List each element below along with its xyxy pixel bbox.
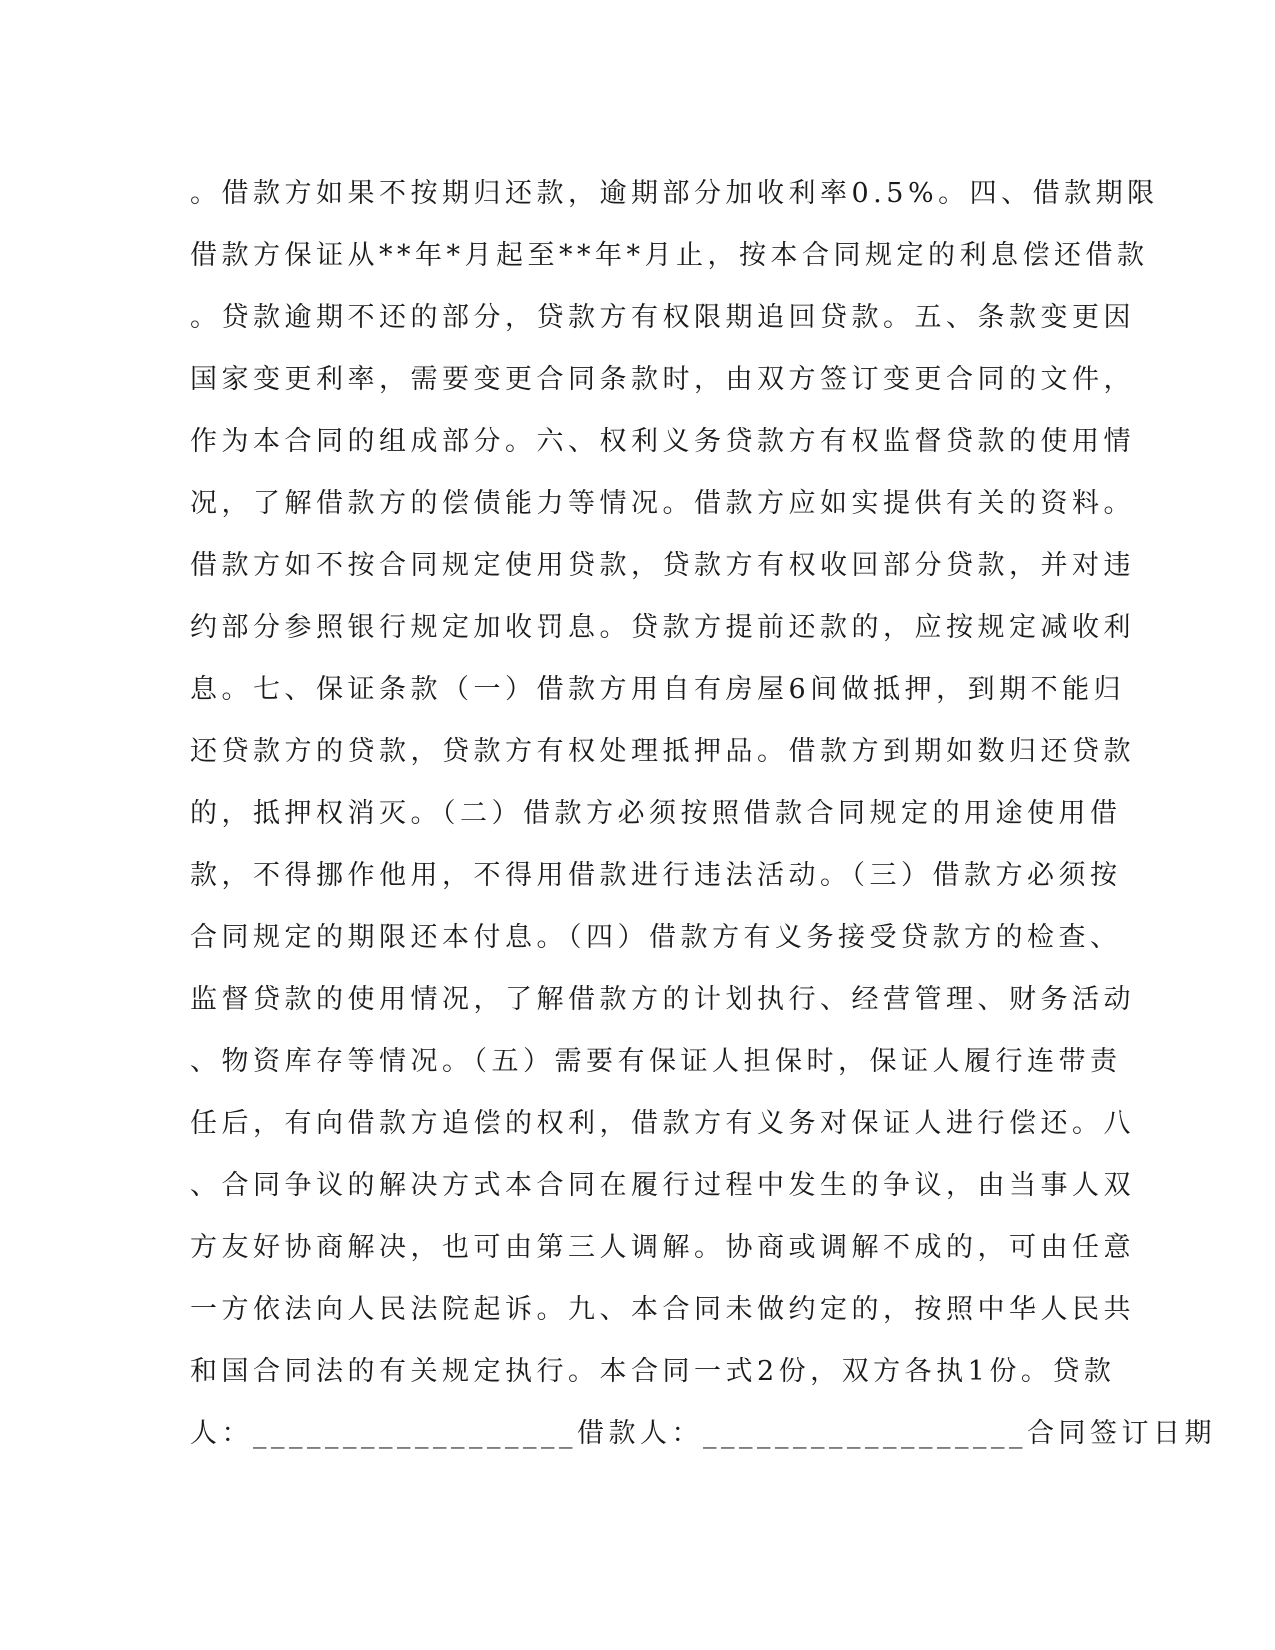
text-line-12: 款，不得挪作他用，不得用借款进行违法活动。（三）借款方必须按 (190, 860, 1122, 891)
text-line-1: 。借款方如果不按期归还款，逾期部分加收利率0.5%。四、借款期限 (190, 178, 1159, 209)
contract-body-text (190, 163, 1216, 1465)
text-line-2: 借款方保证从**年*月起至**年*月止，按本合同规定的利息偿还借款 (190, 240, 1149, 271)
text-line-20: 和国合同法的有关规定执行。本合同一式2份，双方各执1份。贷款 (190, 1356, 1116, 1387)
text-line-19: 一方依法向人民法院起诉。九、本合同未做约定的，按照中华人民共 (190, 1294, 1135, 1325)
text-line-18: 方友好协商解决，也可由第三人调解。协商或调解不成的，可由任意 (190, 1232, 1135, 1263)
text-line-13: 合同规定的期限还本付息。（四）借款方有义务接受贷款方的检查、 (190, 922, 1122, 953)
text-line-6: 况，了解借款方的偿债能力等情况。借款方应如实提供有关的资料。 (190, 488, 1135, 519)
text-line-3: 。贷款逾期不还的部分，贷款方有权限期追回贷款。五、条款变更因 (190, 302, 1135, 333)
text-line-14: 监督贷款的使用情况，了解借款方的计划执行、经营管理、财务活动 (190, 984, 1135, 1015)
text-line-11: 的，抵押权消灭。（二）借款方必须按照借款合同规定的用途使用借 (190, 798, 1122, 829)
text-line-17: 、合同争议的解决方式本合同在履行过程中发生的争议，由当事人双 (190, 1170, 1135, 1201)
text-line-15: 、物资库存等情况。（五）需要有保证人担保时，保证人履行连带责 (190, 1046, 1122, 1077)
text-line-16: 任后，有向借款方追偿的权利，借款方有义务对保证人进行偿还。八 (190, 1108, 1135, 1139)
text-line-7: 借款方如不按合同规定使用贷款，贷款方有权收回部分贷款，并对违 (190, 550, 1135, 581)
text-line-4: 国家变更利率，需要变更合同条款时，由双方签订变更合同的文件， (190, 364, 1135, 395)
text-line-10: 还贷款方的贷款，贷款方有权处理抵押品。借款方到期如数归还贷款 (190, 736, 1135, 767)
text-line-5: 作为本合同的组成部分。六、权利义务贷款方有权监督贷款的使用情 (190, 426, 1135, 457)
text-line-9: 息。七、保证条款（一）借款方用自有房屋6间做抵押，到期不能归 (190, 674, 1126, 705)
signature-line: 人：__________________借款人：__________________合同签订日期 (190, 1418, 1216, 1449)
text-line-8: 约部分参照银行规定加收罚息。贷款方提前还款的，应按规定减收利 (190, 612, 1135, 643)
